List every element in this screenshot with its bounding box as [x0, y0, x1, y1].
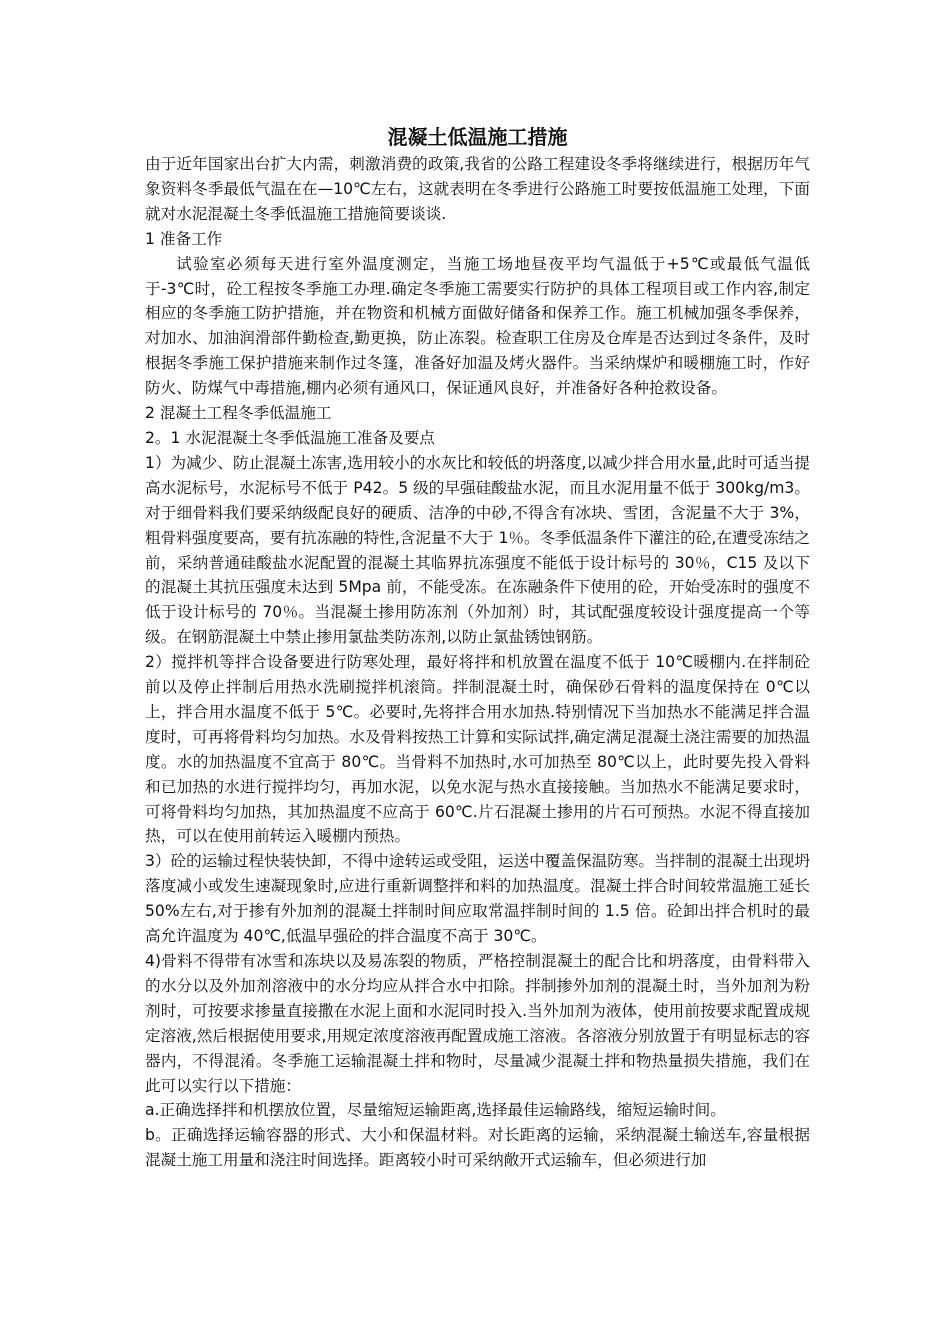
point-1-paragraph: 1）为减少、防止混凝土冻害,选用较小的水灰比和较低的坍落度,以减少拌合用水量,此时可适当提高水泥标号，水泥标号不低于 P42。5 级的早强硅酸盐水泥，而且水泥用量不低于 300kg/m3。对于细骨料我们要采纳级配良好的硬质、洁净的中砂,不得含有冰块、雪团，含泥量不大于 3%，粗骨料强度要高，要有抗冻融的特性,含泥量不大于 1％。冬季低温条件下灌注的砼,在遭受冻结之前，采纳普通硅酸盐水泥配置的混凝土其临界抗冻强度不能低于设计标号的 30％，C15 及以下的混凝土其抗压强度未达到 5Mpa 前，不能受冻。在冻融条件下使用的砼，开始受冻时的强度不低于设计标号的 70％。当混凝土掺用防冻剂（外加剂）时，其试配强度较设计强度提高一个等级。在钢筋混凝土中禁止掺用氯盐类防冻剂,以防止氯盐锈蚀钢筋。 — [145, 453, 810, 647]
point-3-paragraph: 3）砼的运输过程快装快卸，不得中途转运或受阻，运送中覆盖保温防寒。当拌制的混凝土出现坍落度减小或发生速凝现象时,应进行重新调整拌和料的加热温度。混凝土拌合时间较常温施工延长 50%左右,对于掺有外加剂的混凝土拌制时间应取常温拌制时间的 1.5 倍。砼卸出拌合机时的最高允许温度为 40℃,低温早强砼的拌合温度不高于 30℃。 — [145, 852, 810, 946]
subsection-heading-preparation-points: 2。1 水泥混凝土冬季低温施工准备及要点 — [145, 428, 435, 447]
measure-a-paragraph: a.正确选择拌和机摆放位置，尽量缩短运输距离,选择最佳运输路线，缩短运输时间。 — [145, 1101, 726, 1120]
section-heading-concrete-winter: 2 混凝土工程冬季低温施工 — [145, 404, 332, 423]
preparation-paragraph: 试验室必须每天进行室外温度测定，当施工场地昼夜平均气温低于+5℃或最低气温低于-3℃时，砼工程按冬季施工办理.确定冬季施工需要实行防护的具体工程项目或工作内容,制定相应的冬季施工防护措施，并在物资和机械方面做好储备和保养工作。施工机械加强冬季保养，对加水、加油润滑部件勤检查,勤更换，防止冻裂。检查职工住房及仓库是否达到过冬条件，及时根据冬季施工保护措施来制作过冬篷，准备好加温及烤火器件。当采纳煤炉和暖棚施工时，作好防火、防煤气中毒措施,棚内必须有通风口，保证通风良好，并准备好各种抢救设备。 — [145, 254, 810, 398]
point-4-paragraph: 4)骨料不得带有冰雪和冻块以及易冻裂的物质，严格控制混凝土的配合比和坍落度，由骨料带入的水分以及外加剂溶液中的水分均应从拌合水中扣除。拌制掺外加剂的混凝土时，当外加剂为粉剂时，可按要求掺量直接撒在水泥上面和水泥同时投入.当外加剂为液体，使用前按要求配置成规定溶液,然后根据使用要求,用规定浓度溶液再配置成施工溶液。各溶液分别放置于有明显标志的容器内，不得混淆。冬季施工运输混凝土拌和物时，尽量减少混凝土拌和物热量损失措施，我们在此可以实行以下措施： — [145, 952, 810, 1095]
intro-paragraph: 由于近年国家出台扩大内需，刺激消费的政策,我省的公路工程建设冬季将继续进行，根据历年气象资料冬季最低气温在在—10℃左右，这就表明在冬季进行公路施工时要按低温施工处理，下面就对水泥混凝土冬季低温施工措施简要谈谈. — [145, 155, 810, 223]
section-heading-preparation: 1 准备工作 — [145, 229, 223, 248]
document-title: 混凝土低温施工措施 — [387, 125, 568, 149]
measure-b-paragraph: b。正确选择运输容器的形式、大小和保温材料。对长距离的运输，采纳混凝土输送车,容量根据混凝土施工用量和浇注时间选择。距离较小时可采纳敞开式运输车，但必须进行加 — [145, 1126, 810, 1170]
point-2-paragraph: 2）搅拌机等拌合设备要进行防寒处理，最好将拌和机放置在温度不低于 10℃暖棚内.在拌制砼前以及停止拌制后用热水洗刷搅拌机滚筒。拌制混凝土时，确保砂石骨料的温度保持在 0℃以上，拌合用水温度不低于 5℃。必要时,先将拌合用水加热.特别情况下当加热水不能满足拌合温度时，可再将骨料均匀加热。水及骨料按热工计算和实际试拌,确定满足混凝土浇注需要的加热温度。水的加热温度不宜高于 80℃。当骨料不加热时,水可加热至 80℃以上，此时要先投入骨料和已加热的水进行搅拌均匀，再加水泥，以免水泥与热水直接接触。当加热水不能满足要求时，可将骨料均匀加热，其加热温度不应高于 60℃.片石混凝土掺用的片石可预热。水泥不得直接加热，可以在使用前转运入暖棚内预热。 — [145, 653, 810, 846]
document-page — [145, 120, 810, 1173]
